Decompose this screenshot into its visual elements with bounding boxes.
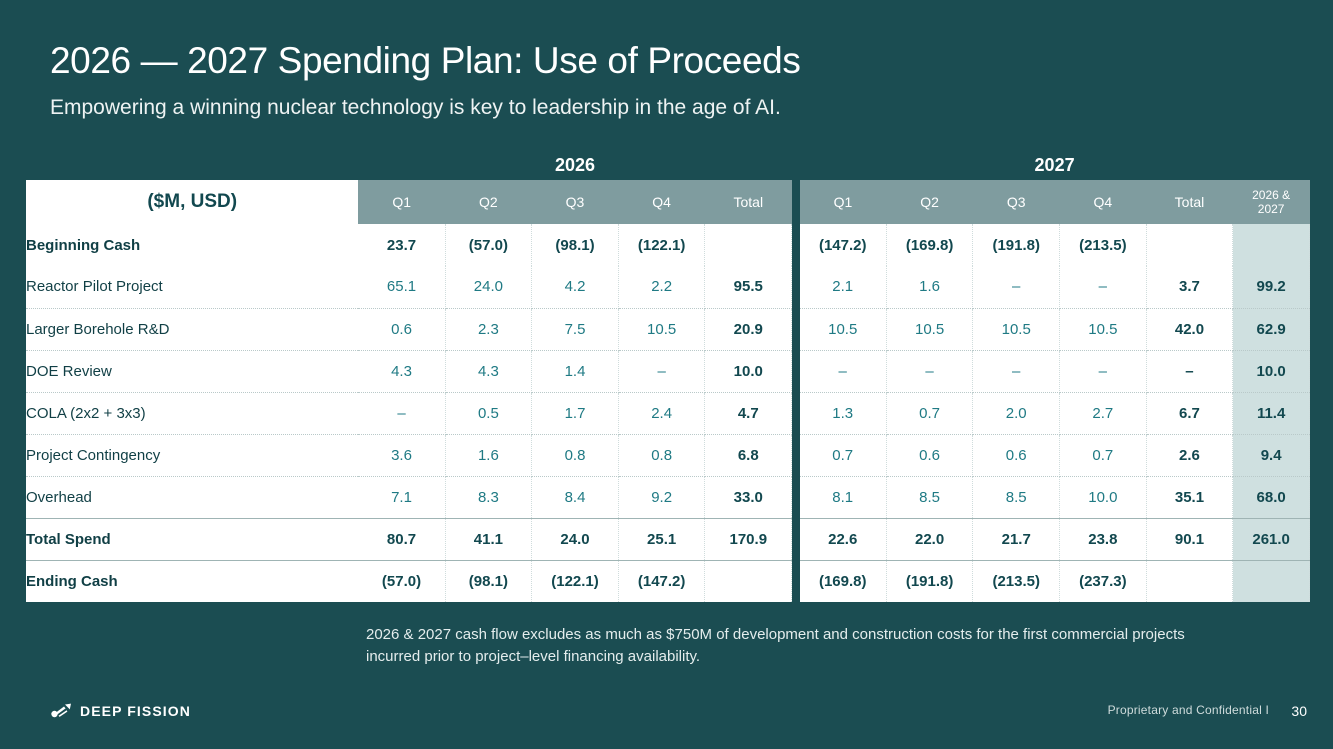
column-gap: [792, 392, 800, 434]
cell-2026-q4: 2.4: [618, 392, 705, 434]
cell-2026-q1: (57.0): [358, 560, 445, 602]
cell-2027-q2: 0.7: [886, 392, 973, 434]
cell-2027-q1: (169.8): [800, 560, 887, 602]
cell-2026-q1: 4.3: [358, 350, 445, 392]
cell-2027-q4: 0.7: [1060, 434, 1147, 476]
cell-2026-q2: 24.0: [445, 266, 532, 308]
cell-2027-q4: 2.7: [1060, 392, 1147, 434]
column-gap: [792, 518, 800, 560]
cell-2027-q3: 21.7: [973, 518, 1060, 560]
table-row: [26, 224, 1310, 266]
cell-2027-q5: 90.1: [1146, 518, 1233, 560]
confidential-notice: Proprietary and Confidential I: [1107, 703, 1269, 717]
cell-2027-q5: 42.0: [1146, 308, 1233, 350]
cell-2027-q5: [1146, 224, 1233, 266]
cell-2026-q3: (98.1): [532, 224, 619, 266]
year-group-label-2027: 2027: [1034, 155, 1075, 175]
year-group-header-row: [26, 150, 1310, 180]
column-header-2027-total: Total: [1146, 180, 1233, 224]
cell-2027-q5: 35.1: [1146, 476, 1233, 518]
cell-2027-q3: –: [973, 266, 1060, 308]
cell-2026-q1: 3.6: [358, 434, 445, 476]
column-header-row: [26, 180, 1310, 224]
cell-2027-q2: 10.5: [886, 308, 973, 350]
cell-grand-total: 261.0: [1233, 518, 1310, 560]
column-gap: [792, 308, 800, 350]
cell-2027-q2: 0.6: [886, 434, 973, 476]
column-header-2026-q1: Q1: [358, 180, 445, 224]
cell-2027-q3: 10.5: [973, 308, 1060, 350]
cell-2026-q1: 65.1: [358, 266, 445, 308]
cell-2026-q2: 4.3: [445, 350, 532, 392]
row-label: Beginning Cash: [26, 224, 358, 266]
column-header-2026-q4: Q4: [618, 180, 705, 224]
cell-2027-q4: 23.8: [1060, 518, 1147, 560]
brand-logo: [50, 703, 191, 719]
cell-2026-q2: 0.5: [445, 392, 532, 434]
page-subtitle: Empowering a winning nuclear technology is key to leadership in the age of AI.: [50, 96, 781, 119]
cell-2027-q1: –: [800, 350, 887, 392]
cell-2026-q5: 95.5: [705, 266, 792, 308]
column-header-grand-total: 2026 & 2027: [1233, 180, 1310, 224]
page-title: 2026 — 2027 Spending Plan: Use of Proceeds: [50, 40, 801, 81]
cell-2026-q4: 9.2: [618, 476, 705, 518]
cell-2026-q1: –: [358, 392, 445, 434]
table-row: [26, 434, 1310, 476]
cell-2026-q5: 6.8: [705, 434, 792, 476]
cell-2027-q5: 6.7: [1146, 392, 1233, 434]
cell-2027-q1: 8.1: [800, 476, 887, 518]
brand-name: DEEP FISSION: [80, 703, 191, 719]
cell-2026-q3: (122.1): [532, 560, 619, 602]
column-gap: [792, 224, 800, 266]
cell-2027-q4: –: [1060, 266, 1147, 308]
cell-2026-q2: (98.1): [445, 560, 532, 602]
row-label: Larger Borehole R&D: [26, 308, 358, 350]
cell-grand-total: 99.2: [1233, 266, 1310, 308]
cell-2026-q5: [705, 224, 792, 266]
cell-2026-q1: 23.7: [358, 224, 445, 266]
cell-2027-q1: 10.5: [800, 308, 887, 350]
cell-grand-total: 62.9: [1233, 308, 1310, 350]
cell-2027-q4: –: [1060, 350, 1147, 392]
column-header-2026-total: Total: [705, 180, 792, 224]
cell-grand-total: [1233, 560, 1310, 602]
cell-2027-q2: –: [886, 350, 973, 392]
spending-plan-table-container: [26, 150, 1310, 602]
cell-grand-total: 9.4: [1233, 434, 1310, 476]
table-row: [26, 518, 1310, 560]
footnote: 2026 & 2027 cash flow excludes as much as $750M of development and construction costs for the first commercial projects incurred prior to project–level financing availability.: [366, 626, 1185, 665]
column-header-2027-q1: Q1: [800, 180, 887, 224]
cell-2027-q2: 1.6: [886, 266, 973, 308]
column-header-2026-q3: Q3: [532, 180, 619, 224]
cell-2027-q1: 1.3: [800, 392, 887, 434]
cell-2026-q1: 7.1: [358, 476, 445, 518]
year-group-spacer: [26, 150, 358, 180]
row-label: Total Spend: [26, 518, 358, 560]
cell-grand-total: 68.0: [1233, 476, 1310, 518]
column-gap: [792, 434, 800, 476]
cell-2026-q2: 2.3: [445, 308, 532, 350]
cell-2026-q3: 8.4: [532, 476, 619, 518]
row-label: Overhead: [26, 476, 358, 518]
year-group-label-2026: 2026: [555, 155, 596, 175]
cell-2026-q4: 10.5: [618, 308, 705, 350]
column-gap: [792, 560, 800, 602]
cell-2026-q5: 20.9: [705, 308, 792, 350]
cell-2027-q3: (191.8): [973, 224, 1060, 266]
row-label: Reactor Pilot Project: [26, 266, 358, 308]
cell-2026-q5: 33.0: [705, 476, 792, 518]
table-row: [26, 350, 1310, 392]
column-header-2027-q3: Q3: [973, 180, 1060, 224]
column-gap: [792, 476, 800, 518]
cell-2027-q2: 8.5: [886, 476, 973, 518]
column-header-2026-q2: Q2: [445, 180, 532, 224]
column-gap: [792, 350, 800, 392]
cell-2027-q4: (237.3): [1060, 560, 1147, 602]
row-label: COLA (2x2 + 3x3): [26, 392, 358, 434]
cell-2026-q4: 0.8: [618, 434, 705, 476]
cell-2026-q1: 80.7: [358, 518, 445, 560]
cell-2026-q3: 1.7: [532, 392, 619, 434]
cell-2027-q5: 2.6: [1146, 434, 1233, 476]
cell-2026-q1: 0.6: [358, 308, 445, 350]
table-row: [26, 560, 1310, 602]
table-row: [26, 308, 1310, 350]
cell-2027-q4: 10.0: [1060, 476, 1147, 518]
cell-2027-q1: 2.1: [800, 266, 887, 308]
cell-grand-total: [1233, 224, 1310, 266]
cell-2026-q2: (57.0): [445, 224, 532, 266]
cell-2027-q3: (213.5): [973, 560, 1060, 602]
cell-2027-q5: [1146, 560, 1233, 602]
cell-2026-q2: 41.1: [445, 518, 532, 560]
cell-2027-q1: 22.6: [800, 518, 887, 560]
row-label-header: ($M, USD): [26, 180, 358, 224]
table-row: [26, 392, 1310, 434]
row-label: Ending Cash: [26, 560, 358, 602]
column-gap: [792, 266, 800, 308]
cell-2027-q1: (147.2): [800, 224, 887, 266]
cell-2027-q5: –: [1146, 350, 1233, 392]
cell-2026-q3: 24.0: [532, 518, 619, 560]
cell-2027-q4: (213.5): [1060, 224, 1147, 266]
cell-2027-q2: 22.0: [886, 518, 973, 560]
table-row: [26, 266, 1310, 308]
cell-2026-q4: 2.2: [618, 266, 705, 308]
cell-2027-q2: (169.8): [886, 224, 973, 266]
deep-fission-logo-icon: [50, 703, 72, 719]
column-header-2027-q4: Q4: [1060, 180, 1147, 224]
row-label: Project Contingency: [26, 434, 358, 476]
cell-grand-total: 10.0: [1233, 350, 1310, 392]
cell-2027-q3: –: [973, 350, 1060, 392]
cell-2027-q3: 0.6: [973, 434, 1060, 476]
cell-2027-q1: 0.7: [800, 434, 887, 476]
column-gap: [792, 180, 800, 224]
cell-grand-total: 11.4: [1233, 392, 1310, 434]
cell-2026-q3: 4.2: [532, 266, 619, 308]
cell-2026-q4: (122.1): [618, 224, 705, 266]
cell-2027-q5: 3.7: [1146, 266, 1233, 308]
row-label: DOE Review: [26, 350, 358, 392]
spending-plan-table: [26, 150, 1310, 602]
cell-2026-q4: –: [618, 350, 705, 392]
cell-2026-q3: 0.8: [532, 434, 619, 476]
cell-2027-q2: (191.8): [886, 560, 973, 602]
cell-2027-q3: 8.5: [973, 476, 1060, 518]
page-number: 30: [1291, 703, 1307, 719]
cell-2026-q2: 8.3: [445, 476, 532, 518]
cell-2026-q5: 4.7: [705, 392, 792, 434]
cell-2026-q4: (147.2): [618, 560, 705, 602]
cell-2026-q3: 1.4: [532, 350, 619, 392]
cell-2027-q4: 10.5: [1060, 308, 1147, 350]
cell-2026-q5: [705, 560, 792, 602]
column-header-2027-q2: Q2: [886, 180, 973, 224]
cell-2026-q5: 170.9: [705, 518, 792, 560]
cell-2026-q3: 7.5: [532, 308, 619, 350]
cell-2026-q2: 1.6: [445, 434, 532, 476]
table-row: [26, 476, 1310, 518]
column-gap: [792, 150, 800, 180]
cell-2026-q5: 10.0: [705, 350, 792, 392]
cell-2026-q4: 25.1: [618, 518, 705, 560]
cell-2027-q3: 2.0: [973, 392, 1060, 434]
